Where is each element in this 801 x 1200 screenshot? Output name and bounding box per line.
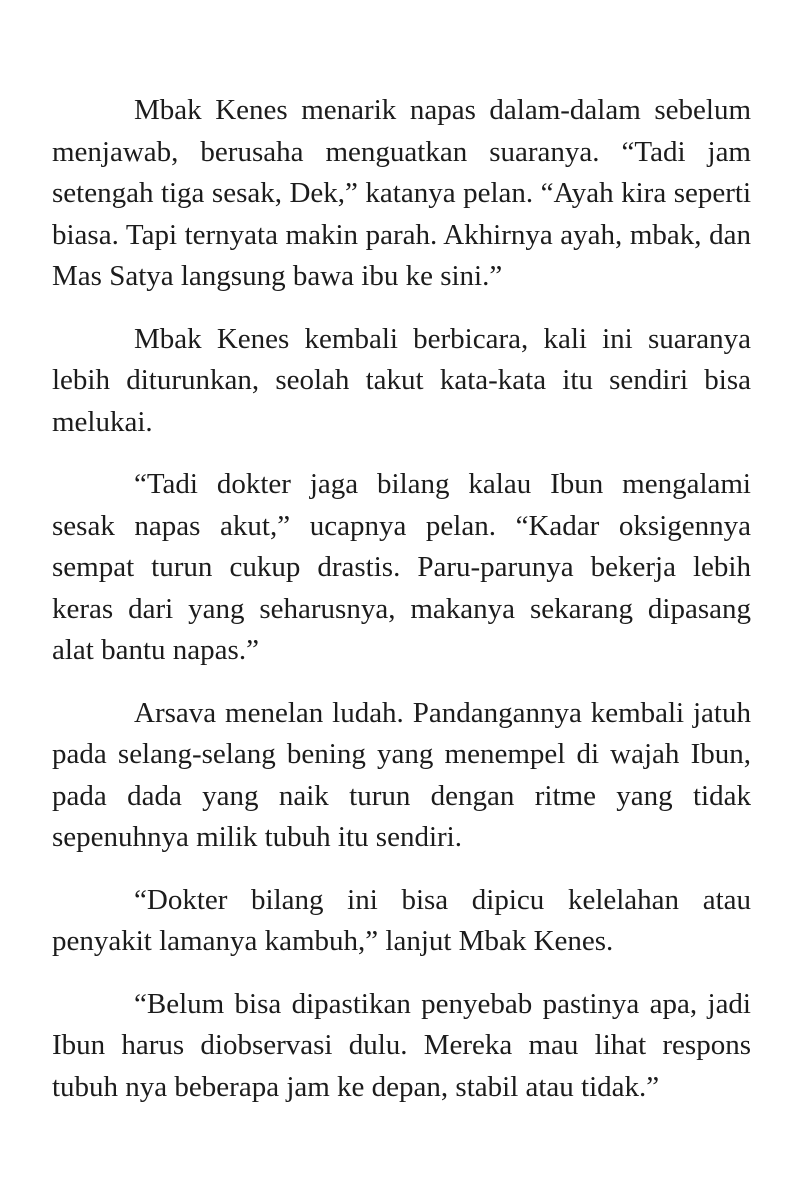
paragraph-5: “Dokter bilang ini bisa dipicu kelelahan atau penyakit lamanya kambuh,” lanjut Mbak Kenes. [52, 883, 751, 957]
paragraph-1: Mbak Kenes menarik napas dalam-dalam sebelum menjawab, berusaha menguatkan suaranya. “Tadi jam setengah tiga sesak, Dek,” katanya pelan. “Ayah kira seperti biasa. Tapi ternyata makin parah. Akhirnya ayah, mbak, dan Mas Satya langsung bawa ibu ke sini.” [52, 94, 751, 292]
paragraph-4: Arsava menelan ludah. Pandangannya kembali jatuh pada selang-selang bening yang menempel di wajah Ibun, pada dada yang naik turun dengan ritme yang tidak sepenuhnya milik tubuh itu sendiri. [52, 696, 751, 853]
paragraph-3: “Tadi dokter jaga bilang kalau Ibun mengalami sesak napas akut,” ucapnya pelan. “Kadar oksigennya sempat turun cukup drastis. Paru-parunya bekerja lebih keras dari yang seharusnya, makanya sekarang dipasang alat bantu napas.” [52, 468, 751, 666]
paragraph-6: “Belum bisa dipastikan penyebab pastinya apa, jadi Ibun harus diobservasi dulu. Mereka mau lihat respons tubuh nya beberapa jam ke depan, stabil atau tidak.” [52, 987, 751, 1103]
paragraph-2: Mbak Kenes kembali berbicara, kali ini suaranya lebih diturunkan, seolah takut kata-kata itu sendiri bisa melukai. [52, 322, 751, 438]
